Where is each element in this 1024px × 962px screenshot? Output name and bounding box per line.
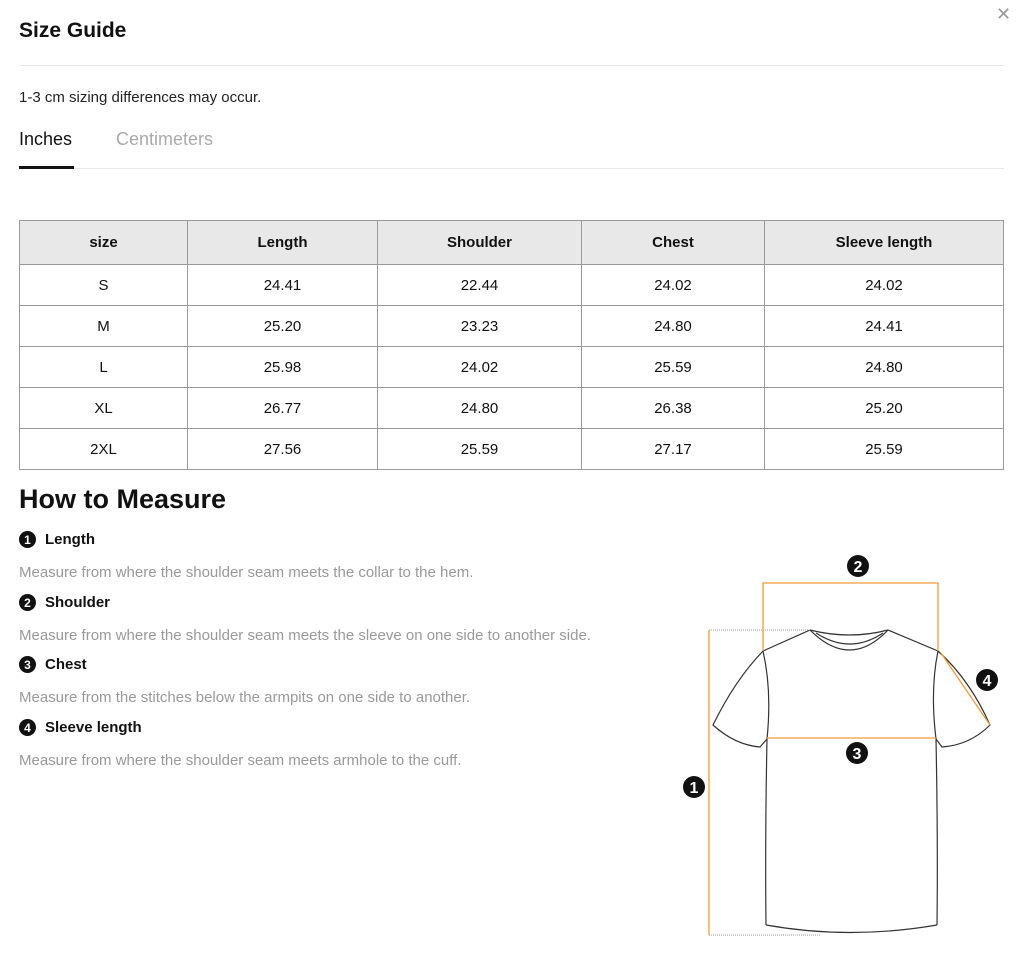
table-cell: 24.80	[378, 388, 582, 429]
step-label: Shoulder	[45, 594, 111, 611]
table-cell: 25.20	[188, 306, 378, 347]
table-row	[20, 265, 1004, 306]
header-length: Length	[188, 221, 378, 265]
header-size: size	[20, 221, 188, 265]
table-cell: 24.41	[765, 306, 1004, 347]
table-cell: 25.20	[765, 388, 1004, 429]
table-cell: 25.59	[765, 429, 1004, 470]
step-description: Measure from the stitches below the armpits on one side to another.	[19, 689, 471, 706]
table-cell: 26.38	[582, 388, 765, 429]
measure-step-2	[19, 594, 110, 611]
table-cell: 24.80	[765, 347, 1004, 388]
table-cell: M	[20, 306, 188, 347]
table-cell: S	[20, 265, 188, 306]
step-number-icon: 1	[19, 531, 36, 548]
step-label: Sleeve length	[45, 719, 142, 736]
table-cell: L	[20, 347, 188, 388]
active-tab-indicator	[19, 166, 74, 169]
table-cell: 25.59	[582, 347, 765, 388]
table-cell: 24.41	[188, 265, 378, 306]
header-sleeve-length: Sleeve length	[765, 221, 1004, 265]
measure-step-4	[19, 719, 142, 736]
measure-step-3	[19, 656, 87, 673]
table-row	[20, 429, 1004, 470]
table-cell: 27.17	[582, 429, 765, 470]
header-shoulder: Shoulder	[378, 221, 582, 265]
table-row	[20, 306, 1004, 347]
table-cell: 23.23	[378, 306, 582, 347]
step-label: Chest	[45, 656, 87, 673]
svg-text:2: 2	[853, 559, 863, 576]
table-cell: 25.98	[188, 347, 378, 388]
header-chest: Chest	[582, 221, 765, 265]
step-number-icon: 2	[19, 594, 36, 611]
table-cell: 24.02	[765, 265, 1004, 306]
table-row	[20, 347, 1004, 388]
table-cell: 24.80	[582, 306, 765, 347]
divider	[19, 65, 1004, 66]
table-cell: 22.44	[378, 265, 582, 306]
tab-inches[interactable]: Inches	[19, 129, 73, 149]
table-cell: XL	[20, 388, 188, 429]
svg-text:1: 1	[689, 780, 699, 797]
table-row	[20, 388, 1004, 429]
table-cell: 24.02	[582, 265, 765, 306]
table-cell: 26.77	[188, 388, 378, 429]
table-cell: 2XL	[20, 429, 188, 470]
tab-centimeters[interactable]: Centimeters	[116, 129, 214, 149]
step-number-icon: 3	[19, 656, 36, 673]
measure-step-1	[19, 531, 95, 548]
step-label: Length	[45, 531, 95, 548]
table-cell: 24.02	[378, 347, 582, 388]
sizing-note: 1-3 cm sizing differences may occur.	[19, 89, 262, 106]
size-table	[19, 220, 1004, 470]
step-description: Measure from where the shoulder seam meets armhole to the cuff.	[19, 752, 462, 769]
dialog-title: Size Guide	[19, 19, 127, 42]
step-number-icon: 4	[19, 719, 36, 736]
step-description: Measure from where the shoulder seam meets the collar to the hem.	[19, 564, 474, 581]
svg-text:3: 3	[852, 746, 862, 763]
close-icon[interactable]: ✕	[996, 4, 1012, 24]
how-to-measure-heading: How to Measure	[19, 484, 227, 514]
svg-text:4: 4	[982, 673, 992, 690]
step-description: Measure from where the shoulder seam meets the sleeve on one side to another side.	[19, 627, 591, 644]
divider	[19, 168, 1004, 169]
table-cell: 25.59	[378, 429, 582, 470]
table-cell: 27.56	[188, 429, 378, 470]
tshirt-measure-diagram	[680, 540, 1020, 950]
